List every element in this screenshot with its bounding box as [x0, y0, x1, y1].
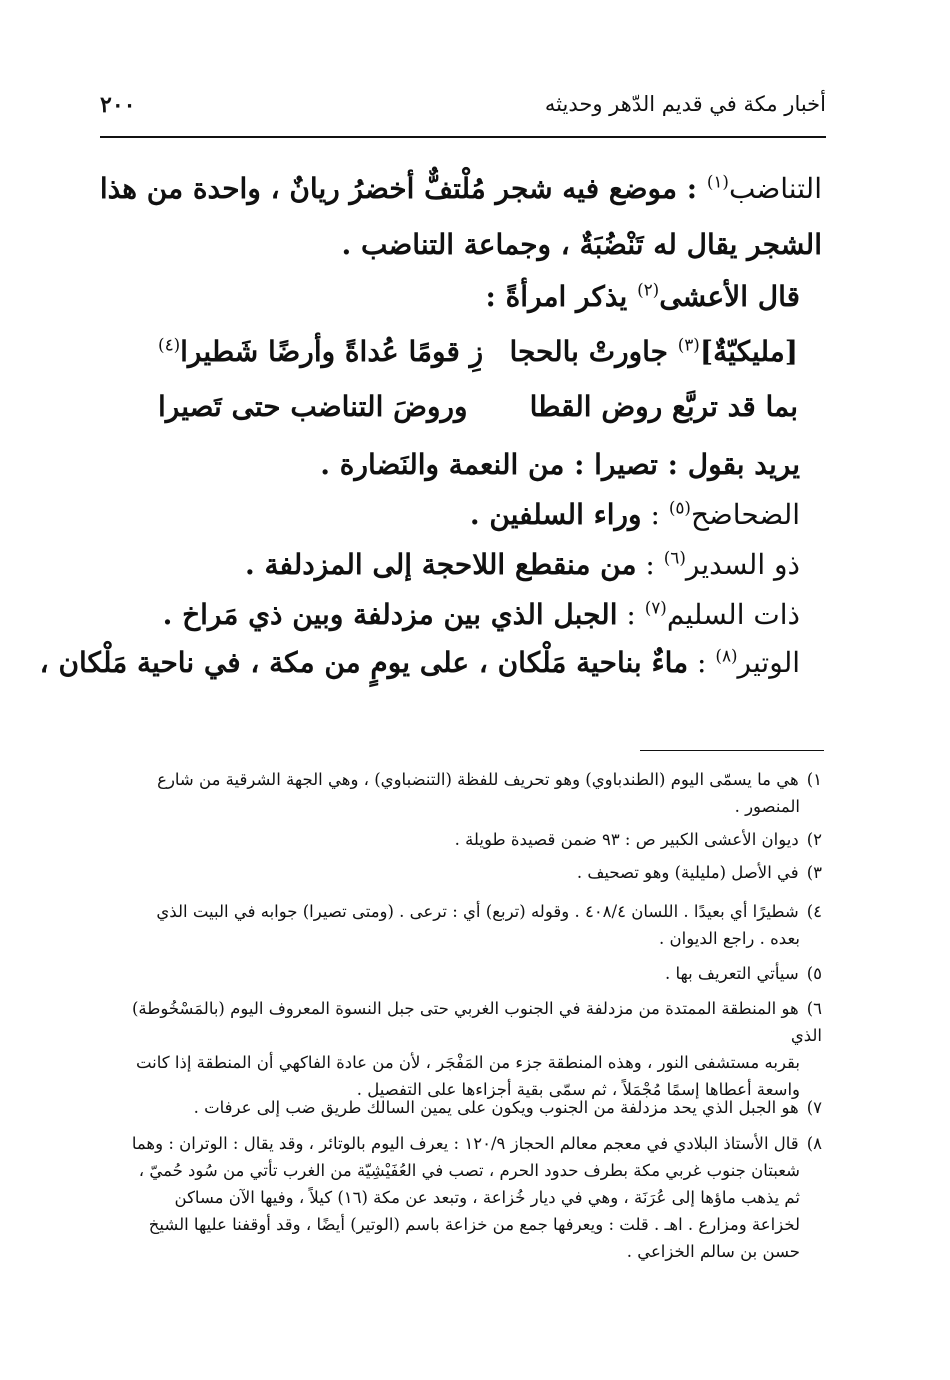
footnote-number: ٥)	[806, 964, 822, 983]
entry-text: ماءٌ بناحية مَلْكان ، على يومٍ من مكة ، في ناحية مَلْكان ،	[39, 646, 689, 679]
verse-1-word: [مليكيّةٌ]	[699, 335, 798, 368]
footnote-number: ٤)	[806, 902, 822, 921]
footnote-number: ٨)	[806, 1134, 822, 1153]
entry-al-watir	[39, 645, 800, 679]
footnote-text: قال الأستاذ البلادي في معجم معالم الحجاز ١٢٠/٩ : يعرف اليوم بالوتائر ، وقد يقال : الوتران : وهما	[131, 1134, 799, 1153]
footnote-7	[100, 1094, 822, 1121]
footnote-text: حسن بن سالم الخزاعي .	[626, 1242, 800, 1261]
footnote-ref-4: (٤)	[158, 334, 181, 355]
entry-term: ذو السدير	[685, 548, 800, 581]
entry-text: وراء السلفين .	[469, 498, 642, 531]
verse-1-second-half: زِ قومًا عُداةً وأرضًا شَطيرا	[180, 335, 484, 368]
entry-term: الضحاضح	[690, 498, 800, 531]
footnote-text: في الأصل (مليلية) وهو تصحيف .	[576, 863, 799, 882]
footnote-2	[100, 826, 822, 853]
footnote-ref-1: (١)	[706, 171, 729, 192]
entry-text: الجبل الذي بين مزدلفة وبين ذي مَراخ .	[162, 598, 618, 631]
footnote-number: ٦)	[806, 999, 822, 1018]
verse-1-hemistich-1	[509, 335, 798, 368]
paragraph-line-1	[100, 172, 822, 205]
footnote-text: واسعة أعطاها إسمًا مُجْمَلاً ، ثم سمّى بقية أجزاءها على التفصيل .	[356, 1080, 800, 1099]
quote-intro-text-2: يذكر امرأةً :	[485, 280, 638, 313]
footnote-number: ٣)	[806, 863, 822, 882]
footnote-text: شعبتان جنوب غربي مكة بطرف حدود الحرم ، تصب في العُفَيْشِيّة من الغرب تأتي من سُود حُميّ ،	[138, 1161, 800, 1180]
footnote-number: ١)	[806, 770, 822, 789]
header-rule	[100, 136, 826, 138]
footnote-ref-6: (٦)	[663, 547, 686, 568]
verse-1-hemistich-2	[158, 335, 483, 368]
definition-text: : موضع فيه شجر مُلْتفٌّ أخضرُ ريانٌ ، واحدة من هذا	[99, 172, 707, 205]
footnote-ref-5: (٥)	[668, 497, 691, 518]
verse-2-hemistich-2: وروضَ التناضب حتى تَصيرا	[158, 390, 468, 423]
footnote-text: المنصور .	[734, 797, 800, 816]
footnote-text: ثم يذهب ماؤها إلى عُرَنَة ، وهي في ديار خُزاعة ، وتبعد عن مكة (١٦) كيلاً ، وفيها الآن مساكن	[174, 1188, 800, 1207]
footnote-text: هي ما يسمّى اليوم (الطندباوي) وهو تحريف للفظة (التنضباوي) ، وهي الجهة الشرقية من شارع	[157, 770, 799, 789]
entry-sep: :	[617, 598, 645, 631]
footnote-text: شطيرًا أي بعيدًا . اللسان ٤٠٨/٤ . وقوله (تربع) أي : ترعى . (ومتى تصيرا) جوابه في البيت الذي	[156, 902, 799, 921]
entry-dhu-al-sadir	[78, 548, 800, 581]
paragraph-line-2: الشجر يقال له تَنْضُبَةٌ ، وجماعة التناضب .	[341, 228, 822, 261]
entry-term: ذات السليم	[666, 598, 800, 631]
footnote-text: هو الجبل الذي يحد مزدلفة من الجنوب ويكون على يمين السالك طريق ضب إلى عرفات .	[193, 1098, 799, 1117]
footnote-text: هو المنطقة الممتدة من مزدلفة في الجنوب الغربي حتى جبل النسوة المعروف اليوم (بالمَسْخُوطة) الذي	[131, 999, 822, 1045]
footnote-3	[100, 859, 822, 886]
page-number: ٢٠٠	[100, 92, 136, 118]
explanation-line: يريد بقول : تصيرا : من النعمة والنَضارة .	[320, 448, 800, 481]
footnote-ref-2: (٢)	[637, 279, 660, 300]
page-header	[100, 92, 826, 132]
footnote-number: ٢)	[806, 830, 822, 849]
footnote-4	[100, 898, 822, 952]
footnote-text: لخزاعة ومزارع . اهـ . قلت : ويعرفها جمع من خزاعة باسم (الوتير) أيضًا ، وقد أوقفنا عليها الشيخ	[148, 1215, 800, 1234]
footnote-text: ديوان الأعشى الكبير ص : ٩٣ ضمن قصيدة طويلة .	[454, 830, 799, 849]
entry-text: من منقطع اللاحجة إلى المزدلفة .	[245, 548, 637, 581]
entry-sep: :	[641, 498, 669, 531]
entry-term: الوتير	[737, 646, 800, 679]
entry-dahadih	[78, 498, 800, 531]
verse-1-rest: جاورتْ بالحجا	[509, 335, 678, 368]
footnote-8	[100, 1130, 822, 1265]
term-tanadib: التناضب	[728, 172, 822, 205]
running-title: أخبار مكة في قديم الدّهر وحديثه	[544, 92, 826, 116]
quote-intro	[78, 280, 800, 313]
footnote-text: بقربه مستشفى النور ، وهذه المنطقة جزء من المَفْجَر ، لأن من عادة الفاكهي أن المنطقة إذا كانت	[135, 1053, 800, 1072]
verse-line-2	[158, 390, 798, 440]
footnote-6	[100, 995, 822, 1103]
footnote-text: سيأتي التعريف بها .	[664, 964, 799, 983]
footnote-text: بعده . راجع الديوان .	[659, 929, 800, 948]
footnote-1	[100, 766, 822, 820]
entry-dhat-al-salim	[78, 598, 800, 631]
footnote-number: ٧)	[806, 1098, 822, 1117]
entry-sep: :	[688, 646, 716, 679]
quote-intro-text: قال الأعشى	[659, 280, 800, 313]
verse-2-hemistich-1: بما قد تربَّع روض القطا	[529, 390, 798, 423]
verse-line-1	[158, 335, 798, 385]
footnote-ref-7: (٧)	[644, 597, 667, 618]
footnote-5	[100, 960, 822, 987]
footnote-ref-8: (٨)	[715, 645, 738, 666]
footnote-separator	[640, 750, 824, 751]
footnote-ref-3: (٣)	[677, 334, 700, 355]
entry-sep: :	[636, 548, 664, 581]
